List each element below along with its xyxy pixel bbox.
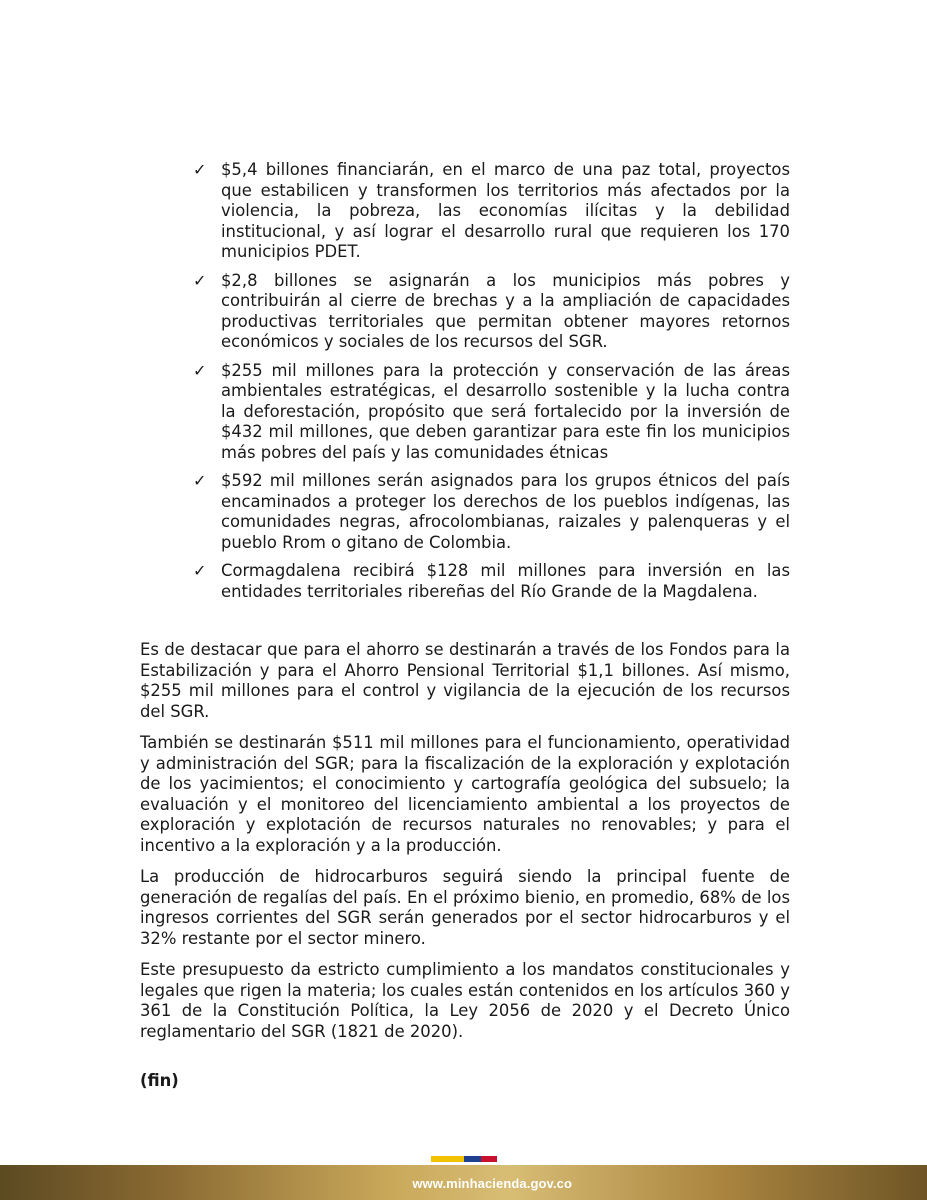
checkmark-icon: ✓ [193, 160, 207, 179]
paragraph: La producción de hidrocarburos seguirá siendo la principal fuente de generación de regalías del país. En el próximo bienio, en promedio, 68% de los ingresos corrientes del SGR serán generados por el sector hidrocarburos y el 32% restante por el sector minero. [140, 867, 790, 948]
bullet-item [190, 271, 790, 353]
body-paragraphs [140, 640, 790, 1053]
bullet-text: $255 mil millones para la protección y conservación de las áreas ambientales estratégicas, el desarrollo sostenible y la lucha contra la deforestación, propósito que será fortalecido por la inversión de $432 mil millones, que deben garantizar para este fin los municipios más pobres del país y las comunidades étnicas [221, 360, 790, 462]
bullet-item [190, 471, 790, 553]
bullet-text: Cormagdalena recibirá $128 mil millones para inversión en las entidades territoriales ribereñas del Río Grande de la Magdalena. [221, 561, 790, 601]
paragraph: También se destinarán $511 mil millones para el funcionamiento, operatividad y administración del SGR; para la fiscalización de la exploración y explotación de los yacimientos; el conocimiento y cartografía geológica del subsuelo; la evaluación y el monitoreo del licenciamiento ambiental a los proyectos de exploración y explotación de recursos naturales no renovables; y para el incentivo a la exploración y a la producción. [140, 733, 790, 855]
bullet-list [190, 160, 790, 610]
bullet-text: $2,8 billones se asignarán a los municipios más pobres y contribuirán al cierre de brechas y a la ampliación de capacidades productivas territoriales que permitan obtener mayores retornos económicos y sociales de los recursos del SGR. [221, 270, 790, 351]
flag-yellow-band [431, 1156, 464, 1162]
bullet-item [190, 561, 790, 602]
checkmark-icon: ✓ [193, 561, 207, 580]
closing-mark: (fin) [140, 1071, 179, 1090]
bullet-text: $592 mil millones serán asignados para los grupos étnicos del país encaminados a proteger los derechos de los pueblos indígenas, las comunidades negras, afrocolombianas, raizales y palenqueras y el pueblo Rrom o gitano de Colombia. [221, 471, 790, 552]
checkmark-icon: ✓ [193, 270, 207, 290]
checkmark-icon: ✓ [193, 360, 207, 380]
bullet-item [190, 361, 790, 464]
flag-blue-band [464, 1156, 481, 1162]
checkmark-icon: ✓ [193, 471, 207, 490]
colombia-flag-stripe [431, 1156, 497, 1162]
paragraph: Este presupuesto da estricto cumplimiento a los mandatos constitucionales y legales que rigen la materia; los cuales están contenidos en los artículos 360 y 361 de la Constitución Política, la Ley 2056 de 2020 y el Decreto Único reglamentario del SGR (1821 de 2020). [140, 960, 790, 1041]
footer-website-link[interactable]: www.minhacienda.gov.co [412, 1176, 572, 1191]
bullet-text: $5,4 billones financiarán, en el marco de una paz total, proyectos que estabilicen y transformen los territorios más afectados por la violencia, la pobreza, las economías ilícitas y la debilidad institucional, y así lograr el desarrollo rural que requieren los 170 municipios PDET. [221, 160, 790, 261]
flag-red-band [481, 1156, 497, 1162]
paragraph: Es de destacar que para el ahorro se destinarán a través de los Fondos para la Estabilización y para el Ahorro Pensional Territorial $1,1 billones. Así mismo, $255 mil millones para el control y vigilancia de la ejecución de los recursos del SGR. [140, 640, 790, 721]
bullet-item [190, 160, 790, 263]
